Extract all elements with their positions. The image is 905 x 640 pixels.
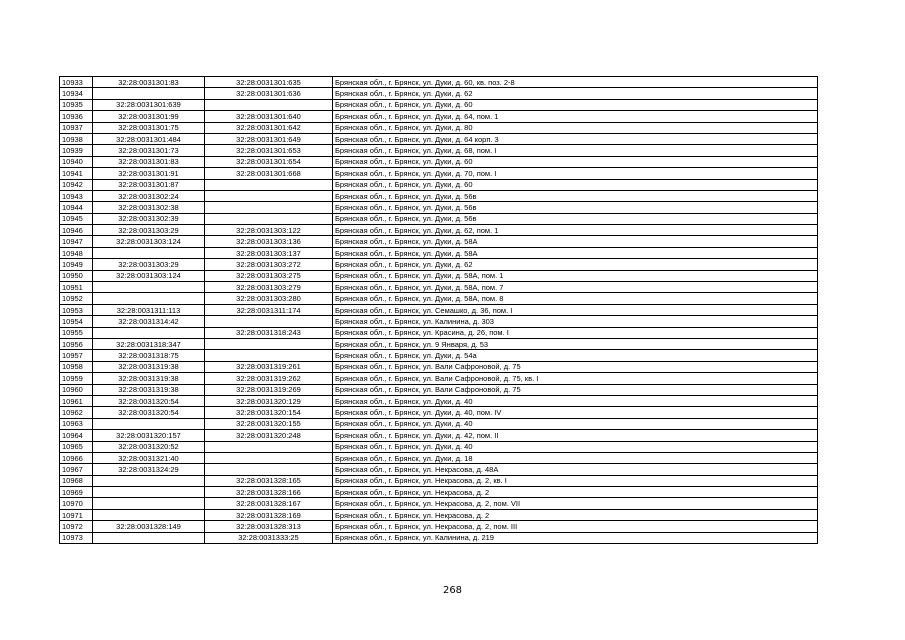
- address-cell: Брянская обл., г. Брянск, ул. Вали Сафроновой, д. 75: [333, 361, 818, 372]
- table-row: [60, 475, 818, 486]
- cadastral-number-cell: [93, 487, 205, 498]
- row-number-cell: 10935: [60, 99, 93, 110]
- address-cell: Брянская обл., г. Брянск, ул. Дуки, д. 40: [333, 418, 818, 429]
- address-cell: Брянская обл., г. Брянск, ул. Дуки, д. 60: [333, 156, 818, 167]
- row-number-cell: 10965: [60, 441, 93, 452]
- table-row: [60, 202, 818, 213]
- cadastral-number-cell: 32:28:0031302:38: [93, 202, 205, 213]
- premises-cadastral-number-cell: 32:28:0031301:653: [205, 145, 333, 156]
- table-row: [60, 487, 818, 498]
- row-number-cell: 10938: [60, 133, 93, 144]
- cadastral-number-cell: 32:28:0031302:39: [93, 213, 205, 224]
- premises-cadastral-number-cell: 32:28:0031319:262: [205, 373, 333, 384]
- row-number-cell: 10937: [60, 122, 93, 133]
- row-number-cell: 10961: [60, 395, 93, 406]
- address-cell: Брянская обл., г. Брянск, ул. Дуки, д. 54а: [333, 350, 818, 361]
- cadastral-number-cell: 32:28:0031318:75: [93, 350, 205, 361]
- row-number-cell: 10956: [60, 338, 93, 349]
- address-cell: Брянская обл., г. Брянск, ул. Дуки, д. 40: [333, 441, 818, 452]
- address-cell: Брянская обл., г. Брянск, ул. Некрасова, д. 2, пом. III: [333, 521, 818, 532]
- table-row: [60, 521, 818, 532]
- premises-cadastral-number-cell: 32:28:0031320:154: [205, 407, 333, 418]
- premises-cadastral-number-cell: 32:28:0031319:261: [205, 361, 333, 372]
- premises-cadastral-number-cell: 32:28:0031328:167: [205, 498, 333, 509]
- cadastral-number-cell: 32:28:0031301:484: [93, 133, 205, 144]
- address-cell: Брянская обл., г. Брянск, ул. Калинина, д. 219: [333, 532, 818, 543]
- table-row: [60, 384, 818, 395]
- table-row: [60, 316, 818, 327]
- address-cell: Брянская обл., г. Брянск, ул. Дуки, д. 60: [333, 179, 818, 190]
- address-cell: Брянская обл., г. Брянск, ул. Некрасова, д. 2, пом. VII: [333, 498, 818, 509]
- row-number-cell: 10967: [60, 464, 93, 475]
- row-number-cell: 10939: [60, 145, 93, 156]
- row-number-cell: 10968: [60, 475, 93, 486]
- cadastral-number-cell: 32:28:0031321:40: [93, 452, 205, 463]
- row-number-cell: 10933: [60, 77, 93, 88]
- cadastral-number-cell: [93, 418, 205, 429]
- premises-cadastral-number-cell: [205, 464, 333, 475]
- row-number-cell: 10946: [60, 225, 93, 236]
- table-row: [60, 88, 818, 99]
- row-number-cell: 10936: [60, 111, 93, 122]
- table-row: [60, 361, 818, 372]
- cadastral-number-cell: 32:28:0031301:73: [93, 145, 205, 156]
- address-cell: Брянская обл., г. Брянск, ул. Вали Сафроновой, д. 75, кв. I: [333, 373, 818, 384]
- premises-cadastral-number-cell: 32:28:0031303:136: [205, 236, 333, 247]
- table-row: [60, 464, 818, 475]
- row-number-cell: 10970: [60, 498, 93, 509]
- table-row: [60, 498, 818, 509]
- address-cell: Брянская обл., г. Брянск, ул. Калинина, д. 303: [333, 316, 818, 327]
- address-cell: Брянская обл., г. Брянск, ул. Некрасова, д. 2, кв. I: [333, 475, 818, 486]
- address-cell: Брянская обл., г. Брянск, ул. Дуки, д. 64, пом. 1: [333, 111, 818, 122]
- table-row: [60, 225, 818, 236]
- premises-cadastral-number-cell: [205, 190, 333, 201]
- table-row: [60, 99, 818, 110]
- premises-cadastral-number-cell: 32:28:0031303:279: [205, 282, 333, 293]
- cadastral-number-cell: 32:28:0031318:347: [93, 338, 205, 349]
- address-cell: Брянская обл., г. Брянск, ул. Дуки, д. 58А: [333, 236, 818, 247]
- premises-cadastral-number-cell: 32:28:0031301:654: [205, 156, 333, 167]
- cadastral-number-cell: 32:28:0031324:29: [93, 464, 205, 475]
- table-row: [60, 259, 818, 270]
- address-cell: Брянская обл., г. Брянск, ул. Некрасова, д. 2: [333, 509, 818, 520]
- address-cell: Брянская обл., г. Брянск, ул. Дуки, д. 70, пом. I: [333, 168, 818, 179]
- table-row: [60, 282, 818, 293]
- table-row: [60, 190, 818, 201]
- cadastral-number-cell: [93, 498, 205, 509]
- row-number-cell: 10964: [60, 430, 93, 441]
- address-cell: Брянская обл., г. Брянск, ул. Семашко, д. 36, пом. I: [333, 304, 818, 315]
- cadastral-number-cell: 32:28:0031303:124: [93, 236, 205, 247]
- table-row: [60, 327, 818, 338]
- table-row: [60, 407, 818, 418]
- row-number-cell: 10945: [60, 213, 93, 224]
- premises-cadastral-number-cell: 32:28:0031328:169: [205, 509, 333, 520]
- table-row: [60, 452, 818, 463]
- row-number-cell: 10958: [60, 361, 93, 372]
- row-number-cell: 10950: [60, 270, 93, 281]
- row-number-cell: 10971: [60, 509, 93, 520]
- address-cell: Брянская обл., г. Брянск, ул. Дуки, д. 60, кв. поз. 2-8: [333, 77, 818, 88]
- cadastral-number-cell: 32:28:0031301:639: [93, 99, 205, 110]
- table-row: [60, 168, 818, 179]
- cadastral-number-cell: 32:28:0031301:87: [93, 179, 205, 190]
- row-number-cell: 10947: [60, 236, 93, 247]
- property-table: [59, 76, 818, 544]
- table-row: [60, 304, 818, 315]
- table-row: [60, 373, 818, 384]
- row-number-cell: 10942: [60, 179, 93, 190]
- address-cell: Брянская обл., г. Брянск, ул. Красина, д. 26, пом. I: [333, 327, 818, 338]
- cadastral-number-cell: [93, 247, 205, 258]
- cadastral-number-cell: 32:28:0031320:54: [93, 395, 205, 406]
- premises-cadastral-number-cell: [205, 350, 333, 361]
- table-row: [60, 509, 818, 520]
- premises-cadastral-number-cell: 32:28:0031303:280: [205, 293, 333, 304]
- premises-cadastral-number-cell: 32:28:0031303:275: [205, 270, 333, 281]
- address-cell: Брянская обл., г. Брянск, ул. Дуки, д. 40, пом. IV: [333, 407, 818, 418]
- address-cell: Брянская обл., г. Брянск, ул. Дуки, д. 68, пом. I: [333, 145, 818, 156]
- cadastral-number-cell: 32:28:0031301:83: [93, 156, 205, 167]
- row-number-cell: 10951: [60, 282, 93, 293]
- address-cell: Брянская обл., г. Брянск, ул. Дуки, д. 62, пом. 1: [333, 225, 818, 236]
- table-row: [60, 338, 818, 349]
- cadastral-number-cell: [93, 327, 205, 338]
- table-row: [60, 122, 818, 133]
- premises-cadastral-number-cell: 32:28:0031328:166: [205, 487, 333, 498]
- address-cell: Брянская обл., г. Брянск, ул. Некрасова, д. 2: [333, 487, 818, 498]
- premises-cadastral-number-cell: 32:28:0031328:165: [205, 475, 333, 486]
- row-number-cell: 10953: [60, 304, 93, 315]
- cadastral-number-cell: 32:28:0031314:42: [93, 316, 205, 327]
- address-cell: Брянская обл., г. Брянск, ул. Дуки, д. 58А, пом. 7: [333, 282, 818, 293]
- cadastral-number-cell: 32:28:0031320:157: [93, 430, 205, 441]
- address-cell: Брянская обл., г. Брянск, ул. Дуки, д. 56в: [333, 202, 818, 213]
- row-number-cell: 10943: [60, 190, 93, 201]
- row-number-cell: 10957: [60, 350, 93, 361]
- cadastral-number-cell: 32:28:0031302:24: [93, 190, 205, 201]
- premises-cadastral-number-cell: [205, 441, 333, 452]
- table-row: [60, 236, 818, 247]
- row-number-cell: 10940: [60, 156, 93, 167]
- premises-cadastral-number-cell: [205, 99, 333, 110]
- address-cell: Брянская обл., г. Брянск, ул. Дуки, д. 60: [333, 99, 818, 110]
- cadastral-number-cell: 32:28:0031301:75: [93, 122, 205, 133]
- premises-cadastral-number-cell: 32:28:0031301:640: [205, 111, 333, 122]
- address-cell: Брянская обл., г. Брянск, ул. Некрасова, д. 48А: [333, 464, 818, 475]
- property-table-body: [60, 77, 818, 544]
- row-number-cell: 10969: [60, 487, 93, 498]
- table-row: [60, 350, 818, 361]
- row-number-cell: 10960: [60, 384, 93, 395]
- row-number-cell: 10948: [60, 247, 93, 258]
- cadastral-number-cell: 32:28:0031301:91: [93, 168, 205, 179]
- address-cell: Брянская обл., г. Брянск, ул. Дуки, д. 56в: [333, 190, 818, 201]
- premises-cadastral-number-cell: 32:28:0031303:272: [205, 259, 333, 270]
- address-cell: Брянская обл., г. Брянск, ул. Дуки, д. 62: [333, 88, 818, 99]
- table-row: [60, 270, 818, 281]
- table-row: [60, 293, 818, 304]
- table-row: [60, 133, 818, 144]
- cadastral-number-cell: 32:28:0031328:149: [93, 521, 205, 532]
- premises-cadastral-number-cell: 32:28:0031328:313: [205, 521, 333, 532]
- row-number-cell: 10949: [60, 259, 93, 270]
- cadastral-number-cell: 32:28:0031320:52: [93, 441, 205, 452]
- cadastral-number-cell: 32:28:0031319:38: [93, 384, 205, 395]
- cadastral-number-cell: 32:28:0031303:29: [93, 225, 205, 236]
- address-cell: Брянская обл., г. Брянск, ул. 9 Января, д. 53: [333, 338, 818, 349]
- address-cell: Брянская обл., г. Брянск, ул. Дуки, д. 58А: [333, 247, 818, 258]
- table-row: [60, 247, 818, 258]
- premises-cadastral-number-cell: 32:28:0031303:137: [205, 247, 333, 258]
- premises-cadastral-number-cell: 32:28:0031301:668: [205, 168, 333, 179]
- premises-cadastral-number-cell: 32:28:0031319:269: [205, 384, 333, 395]
- row-number-cell: 10952: [60, 293, 93, 304]
- cadastral-number-cell: 32:28:0031301:99: [93, 111, 205, 122]
- row-number-cell: 10963: [60, 418, 93, 429]
- row-number-cell: 10959: [60, 373, 93, 384]
- premises-cadastral-number-cell: 32:28:0031301:642: [205, 122, 333, 133]
- row-number-cell: 10944: [60, 202, 93, 213]
- table-row: [60, 395, 818, 406]
- premises-cadastral-number-cell: 32:28:0031311:174: [205, 304, 333, 315]
- address-cell: Брянская обл., г. Брянск, ул. Дуки, д. 56в: [333, 213, 818, 224]
- table-row: [60, 532, 818, 543]
- address-cell: Брянская обл., г. Брянск, ул. Дуки, д. 62: [333, 259, 818, 270]
- table-row: [60, 179, 818, 190]
- cadastral-number-cell: [93, 293, 205, 304]
- address-cell: Брянская обл., г. Брянск, ул. Дуки, д. 18: [333, 452, 818, 463]
- address-cell: Брянская обл., г. Брянск, ул. Вали Сафроновой, д. 75: [333, 384, 818, 395]
- row-number-cell: 10972: [60, 521, 93, 532]
- premises-cadastral-number-cell: [205, 213, 333, 224]
- table-row: [60, 441, 818, 452]
- premises-cadastral-number-cell: 32:28:0031318:243: [205, 327, 333, 338]
- address-cell: Брянская обл., г. Брянск, ул. Дуки, д. 58А, пом. 1: [333, 270, 818, 281]
- premises-cadastral-number-cell: 32:28:0031301:636: [205, 88, 333, 99]
- premises-cadastral-number-cell: 32:28:0031301:649: [205, 133, 333, 144]
- address-cell: Брянская обл., г. Брянск, ул. Дуки, д. 58А, пом. 8: [333, 293, 818, 304]
- table-row: [60, 111, 818, 122]
- row-number-cell: 10934: [60, 88, 93, 99]
- row-number-cell: 10954: [60, 316, 93, 327]
- premises-cadastral-number-cell: [205, 316, 333, 327]
- premises-cadastral-number-cell: 32:28:0031333:25: [205, 532, 333, 543]
- page-number: 268: [442, 585, 463, 596]
- premises-cadastral-number-cell: 32:28:0031303:122: [205, 225, 333, 236]
- cadastral-number-cell: [93, 532, 205, 543]
- row-number-cell: 10966: [60, 452, 93, 463]
- cadastral-number-cell: 32:28:0031319:38: [93, 361, 205, 372]
- cadastral-number-cell: [93, 475, 205, 486]
- address-cell: Брянская обл., г. Брянск, ул. Дуки, д. 64 корп. 3: [333, 133, 818, 144]
- cadastral-number-cell: 32:28:0031303:124: [93, 270, 205, 281]
- address-cell: Брянская обл., г. Брянск, ул. Дуки, д. 80: [333, 122, 818, 133]
- table-row: [60, 418, 818, 429]
- table-row: [60, 430, 818, 441]
- address-cell: Брянская обл., г. Брянск, ул. Дуки, д. 42, пом. II: [333, 430, 818, 441]
- address-cell: Брянская обл., г. Брянск, ул. Дуки, д. 40: [333, 395, 818, 406]
- row-number-cell: 10962: [60, 407, 93, 418]
- table-row: [60, 145, 818, 156]
- premises-cadastral-number-cell: 32:28:0031320:248: [205, 430, 333, 441]
- cadastral-number-cell: [93, 509, 205, 520]
- cadastral-number-cell: [93, 88, 205, 99]
- cadastral-number-cell: 32:28:0031301:83: [93, 77, 205, 88]
- table-row: [60, 156, 818, 167]
- cadastral-number-cell: [93, 282, 205, 293]
- premises-cadastral-number-cell: [205, 179, 333, 190]
- table-row: [60, 77, 818, 88]
- premises-cadastral-number-cell: 32:28:0031320:155: [205, 418, 333, 429]
- premises-cadastral-number-cell: 32:28:0031301:635: [205, 77, 333, 88]
- premises-cadastral-number-cell: [205, 452, 333, 463]
- cadastral-number-cell: 32:28:0031320:54: [93, 407, 205, 418]
- row-number-cell: 10973: [60, 532, 93, 543]
- cadastral-number-cell: 32:28:0031303:29: [93, 259, 205, 270]
- cadastral-number-cell: 32:28:0031319:38: [93, 373, 205, 384]
- premises-cadastral-number-cell: 32:28:0031320:129: [205, 395, 333, 406]
- row-number-cell: 10955: [60, 327, 93, 338]
- cadastral-number-cell: 32:28:0031311:113: [93, 304, 205, 315]
- premises-cadastral-number-cell: [205, 202, 333, 213]
- row-number-cell: 10941: [60, 168, 93, 179]
- premises-cadastral-number-cell: [205, 338, 333, 349]
- table-row: [60, 213, 818, 224]
